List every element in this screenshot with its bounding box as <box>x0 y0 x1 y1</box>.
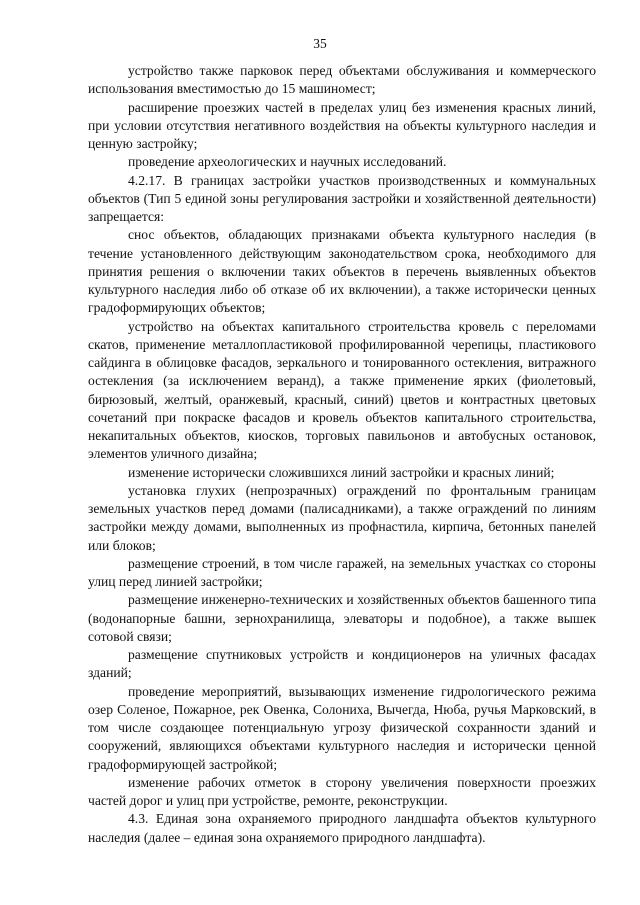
paragraph-satellite-ac: размещение спутниковых устройств и кондиционеров на уличных фасадах зданий; <box>88 647 596 681</box>
document-body <box>88 62 596 847</box>
paragraph-clause-4-3: 4.3. Единая зона охраняемого природного ландшафта объектов культурного наследия (далее – единая зона охраняемого природного ландшафта). <box>88 811 596 845</box>
paragraph-road-elevation: изменение рабочих отметок в сторону увеличения поверхности проезжих частей дорог и улиц при устройстве, ремонте, реконструкции. <box>88 774 596 808</box>
paragraph-hydrology: проведение мероприятий, вызывающих изменение гидрологического режима озер Соленое, Пожарное, рек Овенка, Солониха, Вычегда, Нюба, ручья Марковский, в том числе создающее потенциальную угрозу физической сохранности зданий и сооружений, являющихся объектами культурного наследия и исторически ценной градоформирующей застройкой; <box>88 683 596 772</box>
paragraph-tower-objects: размещение инженерно-технических и хозяйственных объектов башенного типа (водонапорные башни, зернохранилища, элеваторы и подобное), а также вышек сотовой связи; <box>88 592 596 644</box>
paragraph-archaeology: проведение археологических и научных исследований. <box>128 154 447 170</box>
paragraph-fences: установка глухих (непрозрачных) ограждений по фронтальным границам земельных участков перед домами (палисадниками), а также ограждений по линиям застройки между домами, выполненных из профнастила, кирпича, бетонных панелей или блоков; <box>88 482 596 553</box>
paragraph-garages: размещение строений, в том числе гаражей, на земельных участках со стороны улиц перед линией застройки; <box>88 555 596 589</box>
page-number: 35 <box>313 36 327 51</box>
paragraph-roadway-widening: расширение проезжих частей в пределах улиц без изменения красных линий, при условии отсутствия негативного воздействия на объекты культурного наследия и ценную застройку; <box>88 99 596 151</box>
paragraph-clause-4-2-17: 4.2.17. В границах застройки участков производственных и коммунальных объектов (Тип 5 единой зоны регулирования застройки и хозяйственной деятельности) запрещается: <box>88 172 596 224</box>
paragraph-roofing-facades: устройство на объектах капитального строительства кровель с переломами скатов, применение металлопластиковой профилированной черепицы, пластикового сайдинга в облицовке фасадов, зеркального и тонированного остекления, витражного остекления (за исключением веранд), а также применение ярких (фиолетовый, бирюзовый, желтый, оранжевый, красный, синий) цветов и контрастных цветовых сочетаний при покраске фасадов и кровель объектов капитального строительства, некапитальных объектов, киосков, торговых павильонов и автобусных остановок, элементов уличного дизайна; <box>88 318 596 462</box>
paragraph-building-lines: изменение исторически сложившихся линий застройки и красных линий; <box>128 464 555 480</box>
paragraph-parking: устройство также парковок перед объектами обслуживания и коммерческого использования вместимостью до 15 машиномест; <box>88 63 596 97</box>
paragraph-demolition: снос объектов, обладающих признаками объекта культурного наследия (в течение установленного действующим законодательством срока, необходимого для принятия решения о включении таких объектов в перечень выявленных объектов культурного наследия либо об отказе об их включении), а также исторически ценных градоформирующих объектов; <box>88 227 596 316</box>
